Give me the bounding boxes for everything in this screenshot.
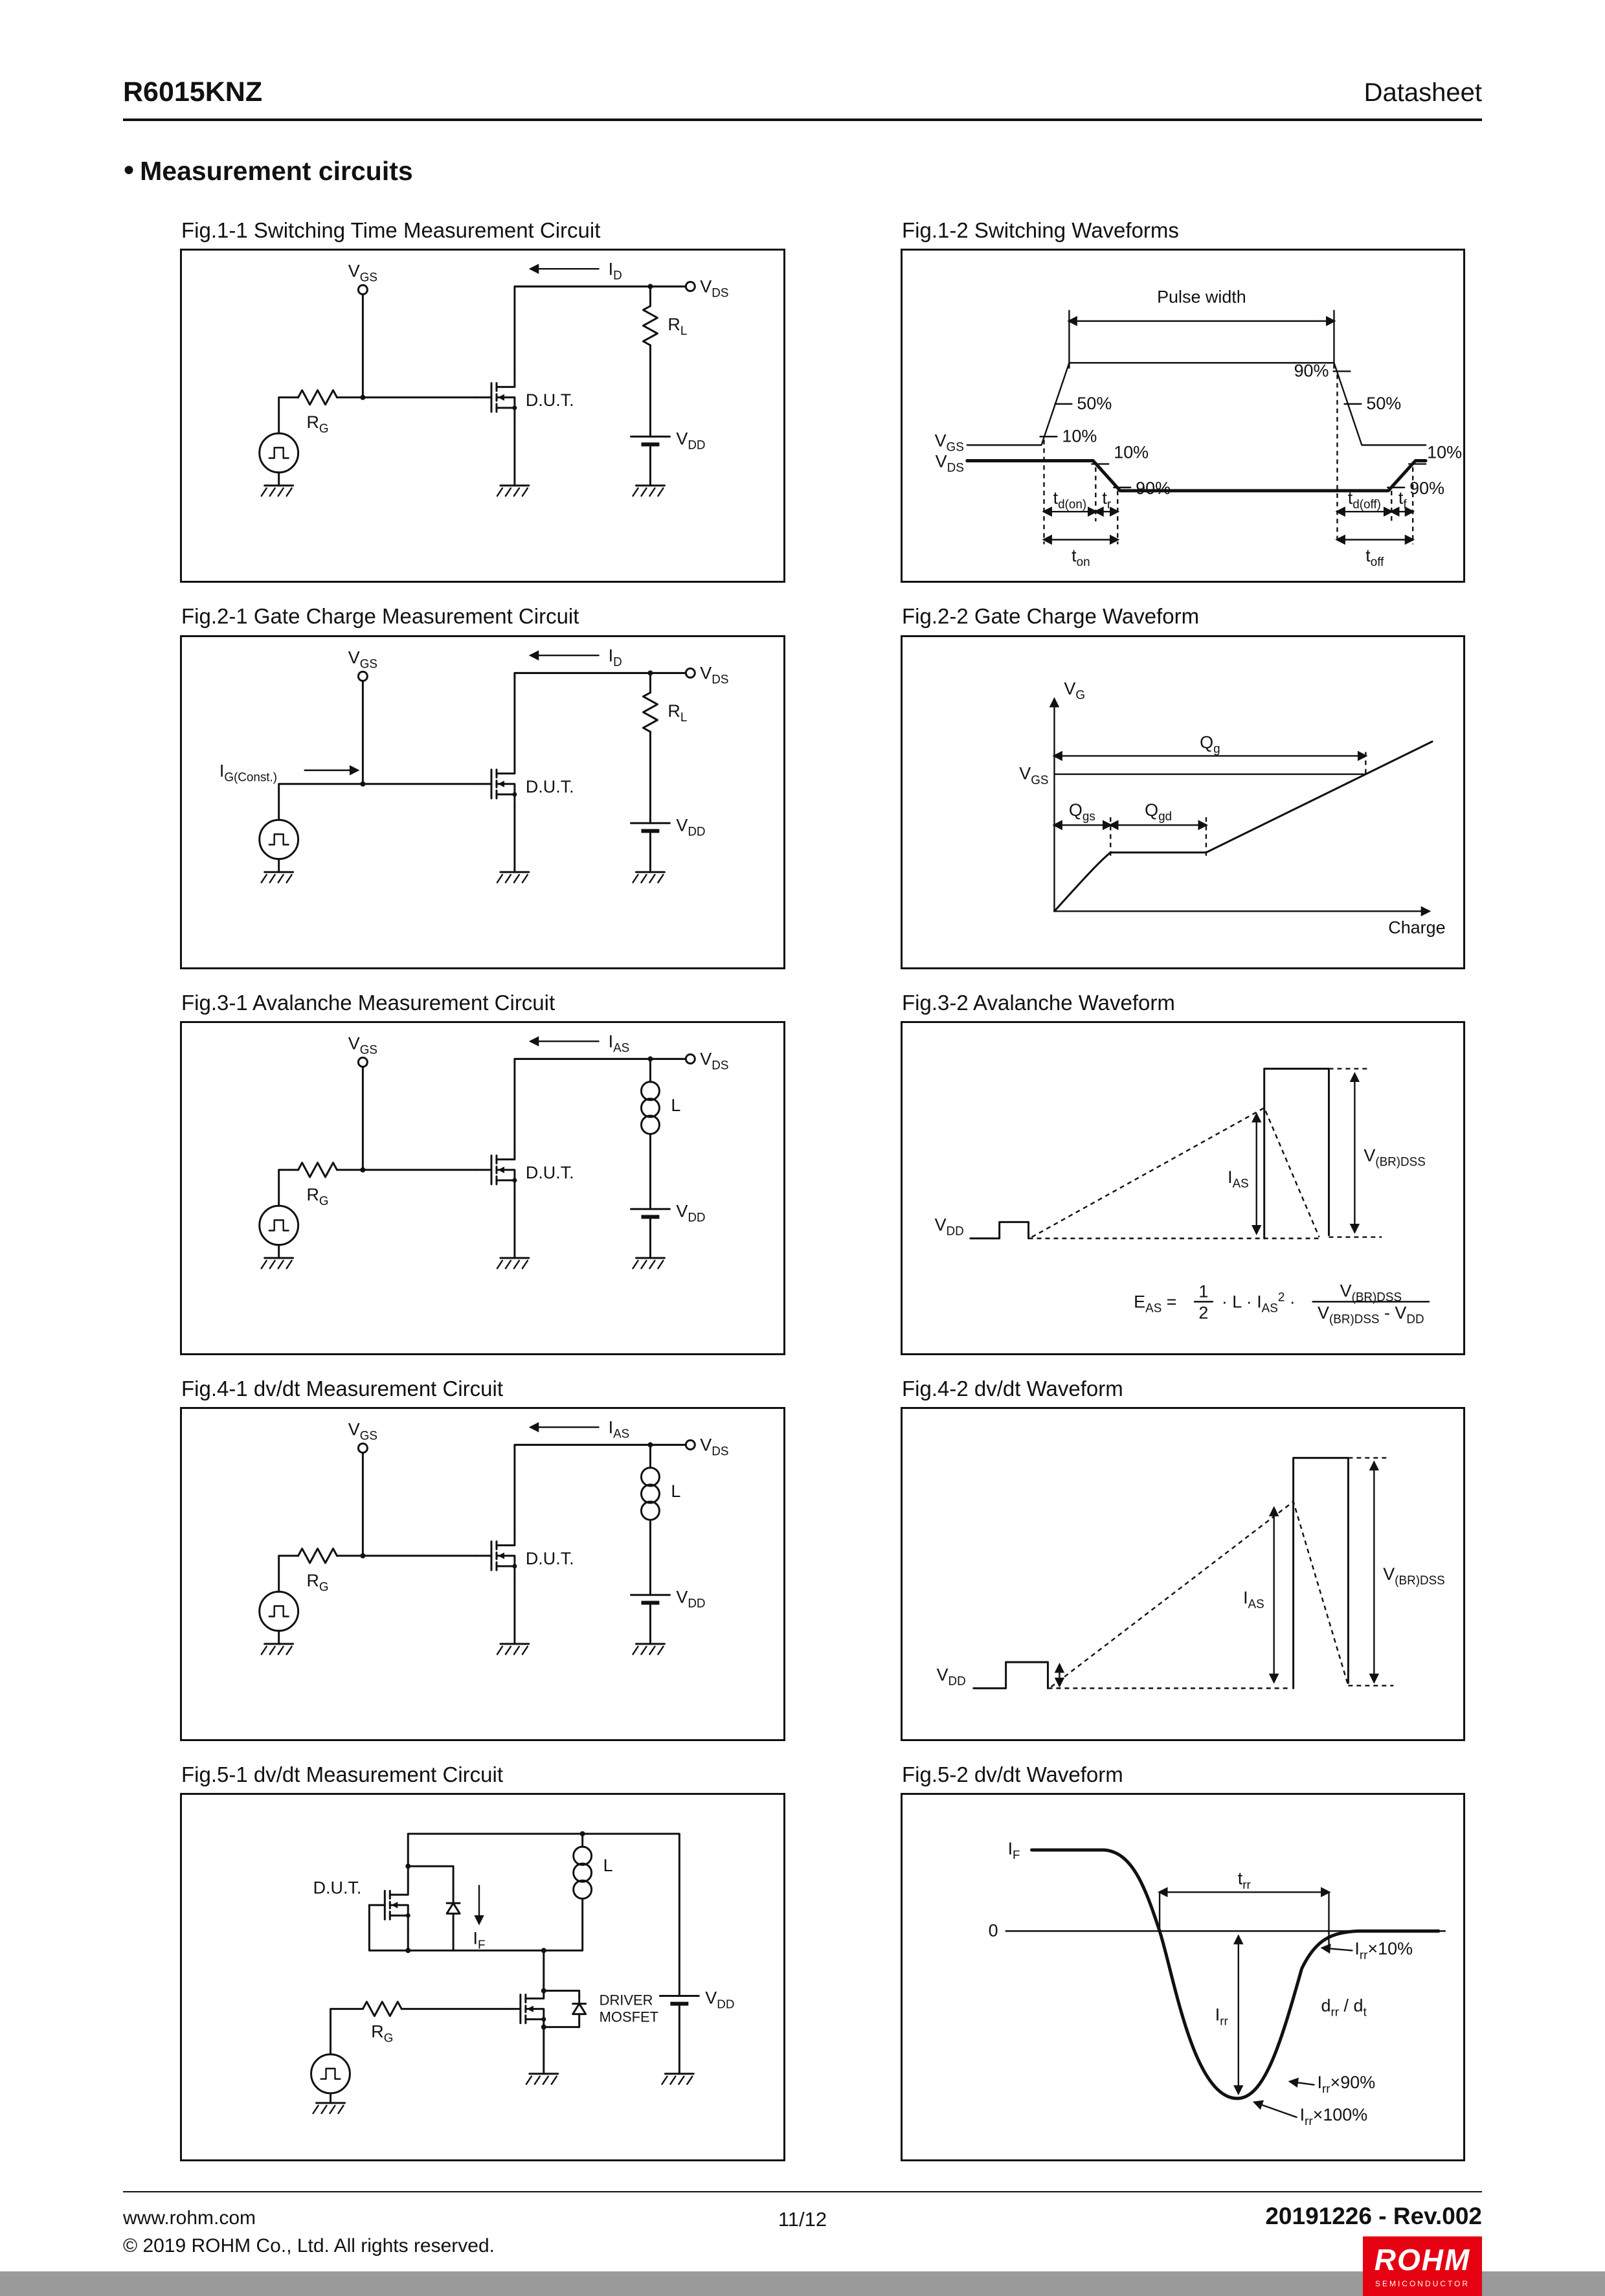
load-resistor-symbol <box>643 692 657 731</box>
junction-dot <box>647 670 653 675</box>
pulse-generator-symbol <box>260 434 298 473</box>
junction-dot <box>647 1056 653 1061</box>
vds-terminal <box>686 1441 695 1450</box>
inductor-symbol <box>574 1847 592 1899</box>
label-driver-mosfet: MOSFET <box>599 2009 659 2026</box>
section-title <box>123 156 1482 186</box>
ground-symbol <box>526 2074 558 2084</box>
gate-resistor-symbol <box>298 390 337 405</box>
label-vgs: $V_{GS}$ <box>348 1033 378 1057</box>
figure-5-1 <box>180 1763 785 2161</box>
label-dut: D.U.T. <box>525 390 574 411</box>
junction-dot <box>541 1988 546 1994</box>
figure-frame <box>180 249 785 583</box>
label-10pct: 10% <box>1114 442 1149 462</box>
footer-revision: 20191226 - Rev.002 <box>1265 2203 1482 2230</box>
avalanche-circuit-diagram <box>182 1023 783 1353</box>
label-irr: $I_{rr}$ <box>1215 2005 1228 2029</box>
pulse-generator-symbol <box>260 820 298 859</box>
label-driver: DRIVER <box>599 1992 653 2009</box>
vdd-step <box>974 1662 1048 1688</box>
circuit-wires <box>279 673 686 872</box>
page-header <box>123 76 1482 108</box>
dut-mosfet-symbol <box>369 1882 410 1929</box>
mosfet-symbol <box>476 760 517 807</box>
label-10pct: 10% <box>1427 442 1463 462</box>
inductor-symbol <box>641 1468 659 1520</box>
figure-frame <box>901 635 1465 969</box>
figure-5-2 <box>901 1763 1465 2161</box>
body-diode-symbol <box>447 1896 460 1922</box>
junction-dot <box>647 284 653 289</box>
page-footer <box>123 2191 1482 2288</box>
vds-trace <box>967 461 1426 491</box>
label-irr-10pct: $I_{rr}\times 10\%$ <box>1354 1939 1413 1963</box>
ground-symbol <box>262 872 293 882</box>
label-vg: $V_G$ <box>1064 678 1086 703</box>
ground-symbol <box>633 486 665 496</box>
label-vds: $V_{DS}$ <box>700 1048 729 1073</box>
equation-vbr-denominator: $V_{(BR)DSS} - V_{DD}$ <box>1318 1302 1424 1327</box>
vgs-terminal <box>358 1444 367 1453</box>
circuit-wires <box>279 1059 686 1257</box>
label-vgs: $V_{GS}$ <box>934 430 964 455</box>
mosfet-symbol <box>476 374 517 422</box>
junction-dot <box>360 1553 365 1559</box>
breakdown-clamp <box>1294 1458 1349 1689</box>
figure-caption: Fig.1-1 Switching Time Measurement Circuit <box>181 218 601 242</box>
label-vds: $V_{DS}$ <box>700 662 729 687</box>
label-l: L <box>603 1856 613 1876</box>
figure-frame <box>901 249 1465 583</box>
equation-lhs: $E_{AS}$ = <box>1134 1291 1177 1316</box>
battery-symbol <box>631 437 670 445</box>
label-10pct: 10% <box>1062 425 1097 446</box>
reverse-recovery-waveform-diagram <box>903 1795 1463 2159</box>
figure-caption: Fig.5-1 dv/dt Measurement Circuit <box>181 1762 504 1787</box>
figure-4-2 <box>901 1377 1465 1741</box>
ground-symbol <box>497 486 529 496</box>
label-vdd: $V_{DD}$ <box>936 1664 966 1689</box>
figure-frame <box>901 1793 1465 2161</box>
label-charge: Charge <box>1388 917 1446 938</box>
label-vgs: $V_{GS}$ <box>348 1419 378 1443</box>
junction-dot <box>541 1948 546 1953</box>
label-90pct: 90% <box>1409 478 1445 499</box>
irr100-leader <box>1255 2102 1297 2117</box>
ground-symbol <box>262 1258 293 1268</box>
label-rl: $R_L$ <box>668 700 688 725</box>
dvdt-waveform-diagram <box>903 1409 1463 1739</box>
label-vbrdss: $V_{(BR)DSS}$ <box>1364 1145 1426 1169</box>
label-vds: $V_{DS}$ <box>700 276 729 300</box>
label-qgs: $Q_{gs}$ <box>1068 799 1095 824</box>
gate-resistor-symbol <box>298 1549 337 1563</box>
avalanche-waveform-diagram <box>903 1023 1463 1353</box>
label-vdd: $V_{DD}$ <box>676 428 706 453</box>
mosfet-symbol <box>476 1533 517 1580</box>
figure-frame <box>901 1021 1465 1355</box>
label-vdd: $V_{DD}$ <box>934 1214 964 1239</box>
section-title-text: Measurement circuits <box>140 156 413 186</box>
figure-1-1 <box>180 219 785 583</box>
label-ias: $I_{AS}$ <box>608 1417 630 1441</box>
label-l: L <box>671 1094 681 1115</box>
junction-dot <box>360 1167 365 1173</box>
figure-caption: Fig.1-2 Switching Waveforms <box>902 218 1179 242</box>
junction-dot <box>541 2025 546 2030</box>
recovery-current-curve <box>1032 1851 1439 2099</box>
timing-arrows <box>1044 512 1413 539</box>
figure-3-2 <box>901 991 1465 1355</box>
switching-time-circuit-diagram <box>182 251 783 581</box>
label-zero: 0 <box>988 1920 998 1941</box>
label-ias: $I_{AS}$ <box>1243 1587 1264 1612</box>
battery-symbol <box>631 823 670 831</box>
ground-symbol <box>313 2103 345 2113</box>
pulse-width-bounds <box>1069 311 1334 368</box>
label-vbrdss: $V_{(BR)DSS}$ <box>1383 1564 1445 1588</box>
figure-caption: Fig.2-1 Gate Charge Measurement Circuit <box>181 604 579 629</box>
label-vdd: $V_{DD}$ <box>676 814 706 839</box>
pulse-generator-symbol <box>260 1592 298 1630</box>
rohm-logo <box>1363 2236 1482 2296</box>
label-id: $I_D$ <box>608 258 622 283</box>
circuit-wires <box>331 1834 680 2104</box>
label-dut: D.U.T. <box>525 776 574 796</box>
junction-dot <box>405 1864 410 1869</box>
figure-2-1 <box>180 605 785 969</box>
label-vdd: $V_{DD}$ <box>676 1200 706 1225</box>
irr10-leader <box>1323 1948 1352 1951</box>
label-irr-90pct: $I_{rr}\times 90\%$ <box>1317 2073 1376 2097</box>
label-vgs: $V_{GS}$ <box>1019 763 1049 787</box>
vgs-terminal <box>358 671 367 681</box>
label-if: $I_F$ <box>473 1928 486 1952</box>
circuit-wires <box>279 287 686 486</box>
equation-half-denominator: 2 <box>1198 1302 1209 1323</box>
figure-caption: Fig.3-1 Avalanche Measurement Circuit <box>181 990 556 1015</box>
figure-frame <box>180 1407 785 1741</box>
footer-rule <box>123 2191 1482 2192</box>
label-dut: D.U.T. <box>525 1548 574 1569</box>
battery-symbol <box>660 1996 699 2004</box>
label-50pct: 50% <box>1366 393 1402 414</box>
junction-dot <box>580 1832 585 1837</box>
figure-frame <box>901 1407 1465 1741</box>
label-td-off: $t_{d(off)}$ <box>1347 488 1381 512</box>
pulse-generator-symbol <box>311 2054 350 2093</box>
label-dut: D.U.T. <box>525 1162 574 1182</box>
equation-middle: · $L \cdot I_{AS}^2$ · <box>1221 1290 1296 1316</box>
gate-charge-circuit-diagram <box>182 637 783 967</box>
dvdt-circuit-diagram <box>182 1795 783 2159</box>
label-ig-const: $I_{G(Const.)}$ <box>219 760 278 785</box>
label-tf: $t_f$ <box>1398 488 1407 512</box>
vdd-step <box>971 1222 1029 1238</box>
ground-symbol <box>262 1644 293 1654</box>
ground-symbol <box>633 1258 665 1268</box>
footer-copyright: © 2019 ROHM Co., Ltd. All rights reserved. <box>123 2235 495 2257</box>
bullet-icon: ● <box>123 158 135 180</box>
label-50pct: 50% <box>1077 393 1112 414</box>
label-rg: $R_G$ <box>306 412 329 436</box>
vds-terminal <box>686 1054 695 1063</box>
label-ias: $I_{AS}$ <box>608 1031 630 1055</box>
ground-symbol <box>497 1258 529 1268</box>
figure-2-2 <box>901 605 1465 969</box>
figure-frame <box>180 635 785 969</box>
figure-1-2 <box>901 219 1465 583</box>
label-qgd: $Q_{gd}$ <box>1145 799 1173 824</box>
gate-resistor-symbol <box>298 1163 337 1177</box>
label-l: L <box>671 1481 681 1502</box>
label-trr: $t_{rr}$ <box>1237 1869 1251 1893</box>
gate-charge-waveform-diagram <box>903 637 1463 967</box>
label-dut: D.U.T. <box>313 1878 362 1898</box>
footer-website: www.rohm.com <box>123 2207 256 2229</box>
figure-caption: Fig.4-1 dv/dt Measurement Circuit <box>181 1376 504 1401</box>
rohm-logo-subtext: SEMICONDUCTOR <box>1375 2279 1470 2288</box>
label-90pct: 90% <box>1294 360 1329 381</box>
current-ramp <box>1051 1502 1348 1687</box>
figure-4-1 <box>180 1377 785 1741</box>
label-rg: $R_G$ <box>306 1570 329 1595</box>
label-qg: $Q_g$ <box>1200 731 1220 756</box>
label-vds: $V_{DS}$ <box>700 1434 729 1459</box>
label-irr-100pct: $I_{rr}\times 100\%$ <box>1299 2105 1368 2129</box>
figure-caption: Fig.4-2 dv/dt Waveform <box>902 1376 1123 1401</box>
figure-caption: Fig.5-2 dv/dt Waveform <box>902 1762 1123 1787</box>
part-number: R6015KNZ <box>123 76 263 107</box>
label-if: $I_F$ <box>1007 1839 1020 1863</box>
ground-symbol <box>662 2074 693 2084</box>
junction-dot <box>360 781 365 786</box>
trr-bounds <box>1160 1893 1329 1946</box>
gate-resistor-symbol <box>363 2002 401 2016</box>
label-td-on: $t_{d(on)}$ <box>1053 488 1087 512</box>
level-ticks <box>1040 372 1426 488</box>
figure-caption: Fig.3-2 Avalanche Waveform <box>902 990 1175 1015</box>
label-ton: $t_{on}$ <box>1072 545 1090 570</box>
vds-terminal <box>686 282 695 291</box>
figures-grid <box>180 219 1482 2161</box>
irr90-leader <box>1290 2082 1314 2085</box>
header-rule <box>123 118 1482 121</box>
label-vds: $V_{DS}$ <box>935 451 964 476</box>
figure-3-1 <box>180 991 785 1355</box>
label-vgs: $V_{GS}$ <box>348 260 378 285</box>
baseline-dashes <box>1048 1458 1393 1689</box>
label-tr: $t_r$ <box>1102 488 1112 512</box>
driver-diode-symbol <box>573 1996 586 2022</box>
label-id: $I_D$ <box>608 644 622 669</box>
figure-frame <box>180 1793 785 2161</box>
battery-symbol <box>631 1209 670 1217</box>
ground-symbol <box>262 486 293 496</box>
inductor-symbol <box>641 1082 659 1134</box>
equation-vbr-numerator: $V_{(BR)DSS}$ <box>1340 1280 1402 1305</box>
doc-type: Datasheet <box>1364 78 1482 107</box>
rohm-logo-text: ROHM <box>1374 2242 1471 2277</box>
circuit-wires <box>279 1445 686 1644</box>
label-drr-dt: $d_{rr} / d_t$ <box>1321 1996 1367 2020</box>
junction-dot <box>647 1443 653 1448</box>
figure-frame <box>180 1021 785 1355</box>
switching-waveforms-diagram <box>903 251 1463 581</box>
ground-symbol <box>633 872 665 882</box>
ground-symbol <box>497 1644 529 1654</box>
label-ias: $I_{AS}$ <box>1228 1166 1249 1191</box>
mosfet-symbol <box>476 1146 517 1193</box>
label-rg: $R_G$ <box>306 1184 329 1209</box>
label-90pct: 90% <box>1136 478 1171 499</box>
label-vdd: $V_{DD}$ <box>705 1988 735 2012</box>
equation-half-numerator: 1 <box>1198 1281 1209 1301</box>
breakdown-clamp <box>1264 1068 1329 1238</box>
junction-dot <box>405 1948 410 1953</box>
page-number: 11/12 <box>778 2208 827 2231</box>
driver-mosfet-symbol <box>505 1986 546 2032</box>
load-resistor-symbol <box>643 306 657 345</box>
label-vgs: $V_{GS}$ <box>348 646 378 671</box>
eas-equation <box>1134 1280 1429 1326</box>
dvdt-circuit-diagram <box>182 1409 783 1739</box>
label-toff: $t_{off}$ <box>1365 545 1384 570</box>
current-ramp <box>1032 1108 1319 1237</box>
battery-symbol <box>631 1595 670 1603</box>
ground-symbol <box>497 872 529 882</box>
label-vdd: $V_{DD}$ <box>676 1586 706 1611</box>
vgs-terminal <box>358 1057 367 1066</box>
label-rl: $R_L$ <box>668 314 688 339</box>
label-rg: $R_G$ <box>371 2022 394 2046</box>
vgs-terminal <box>358 286 367 295</box>
vds-terminal <box>686 668 695 677</box>
junction-dot <box>360 395 365 400</box>
label-pulse-width: Pulse width <box>1157 286 1246 307</box>
pulse-generator-symbol <box>260 1206 298 1244</box>
figure-caption: Fig.2-2 Gate Charge Waveform <box>902 604 1200 629</box>
ground-symbol <box>633 1644 665 1654</box>
